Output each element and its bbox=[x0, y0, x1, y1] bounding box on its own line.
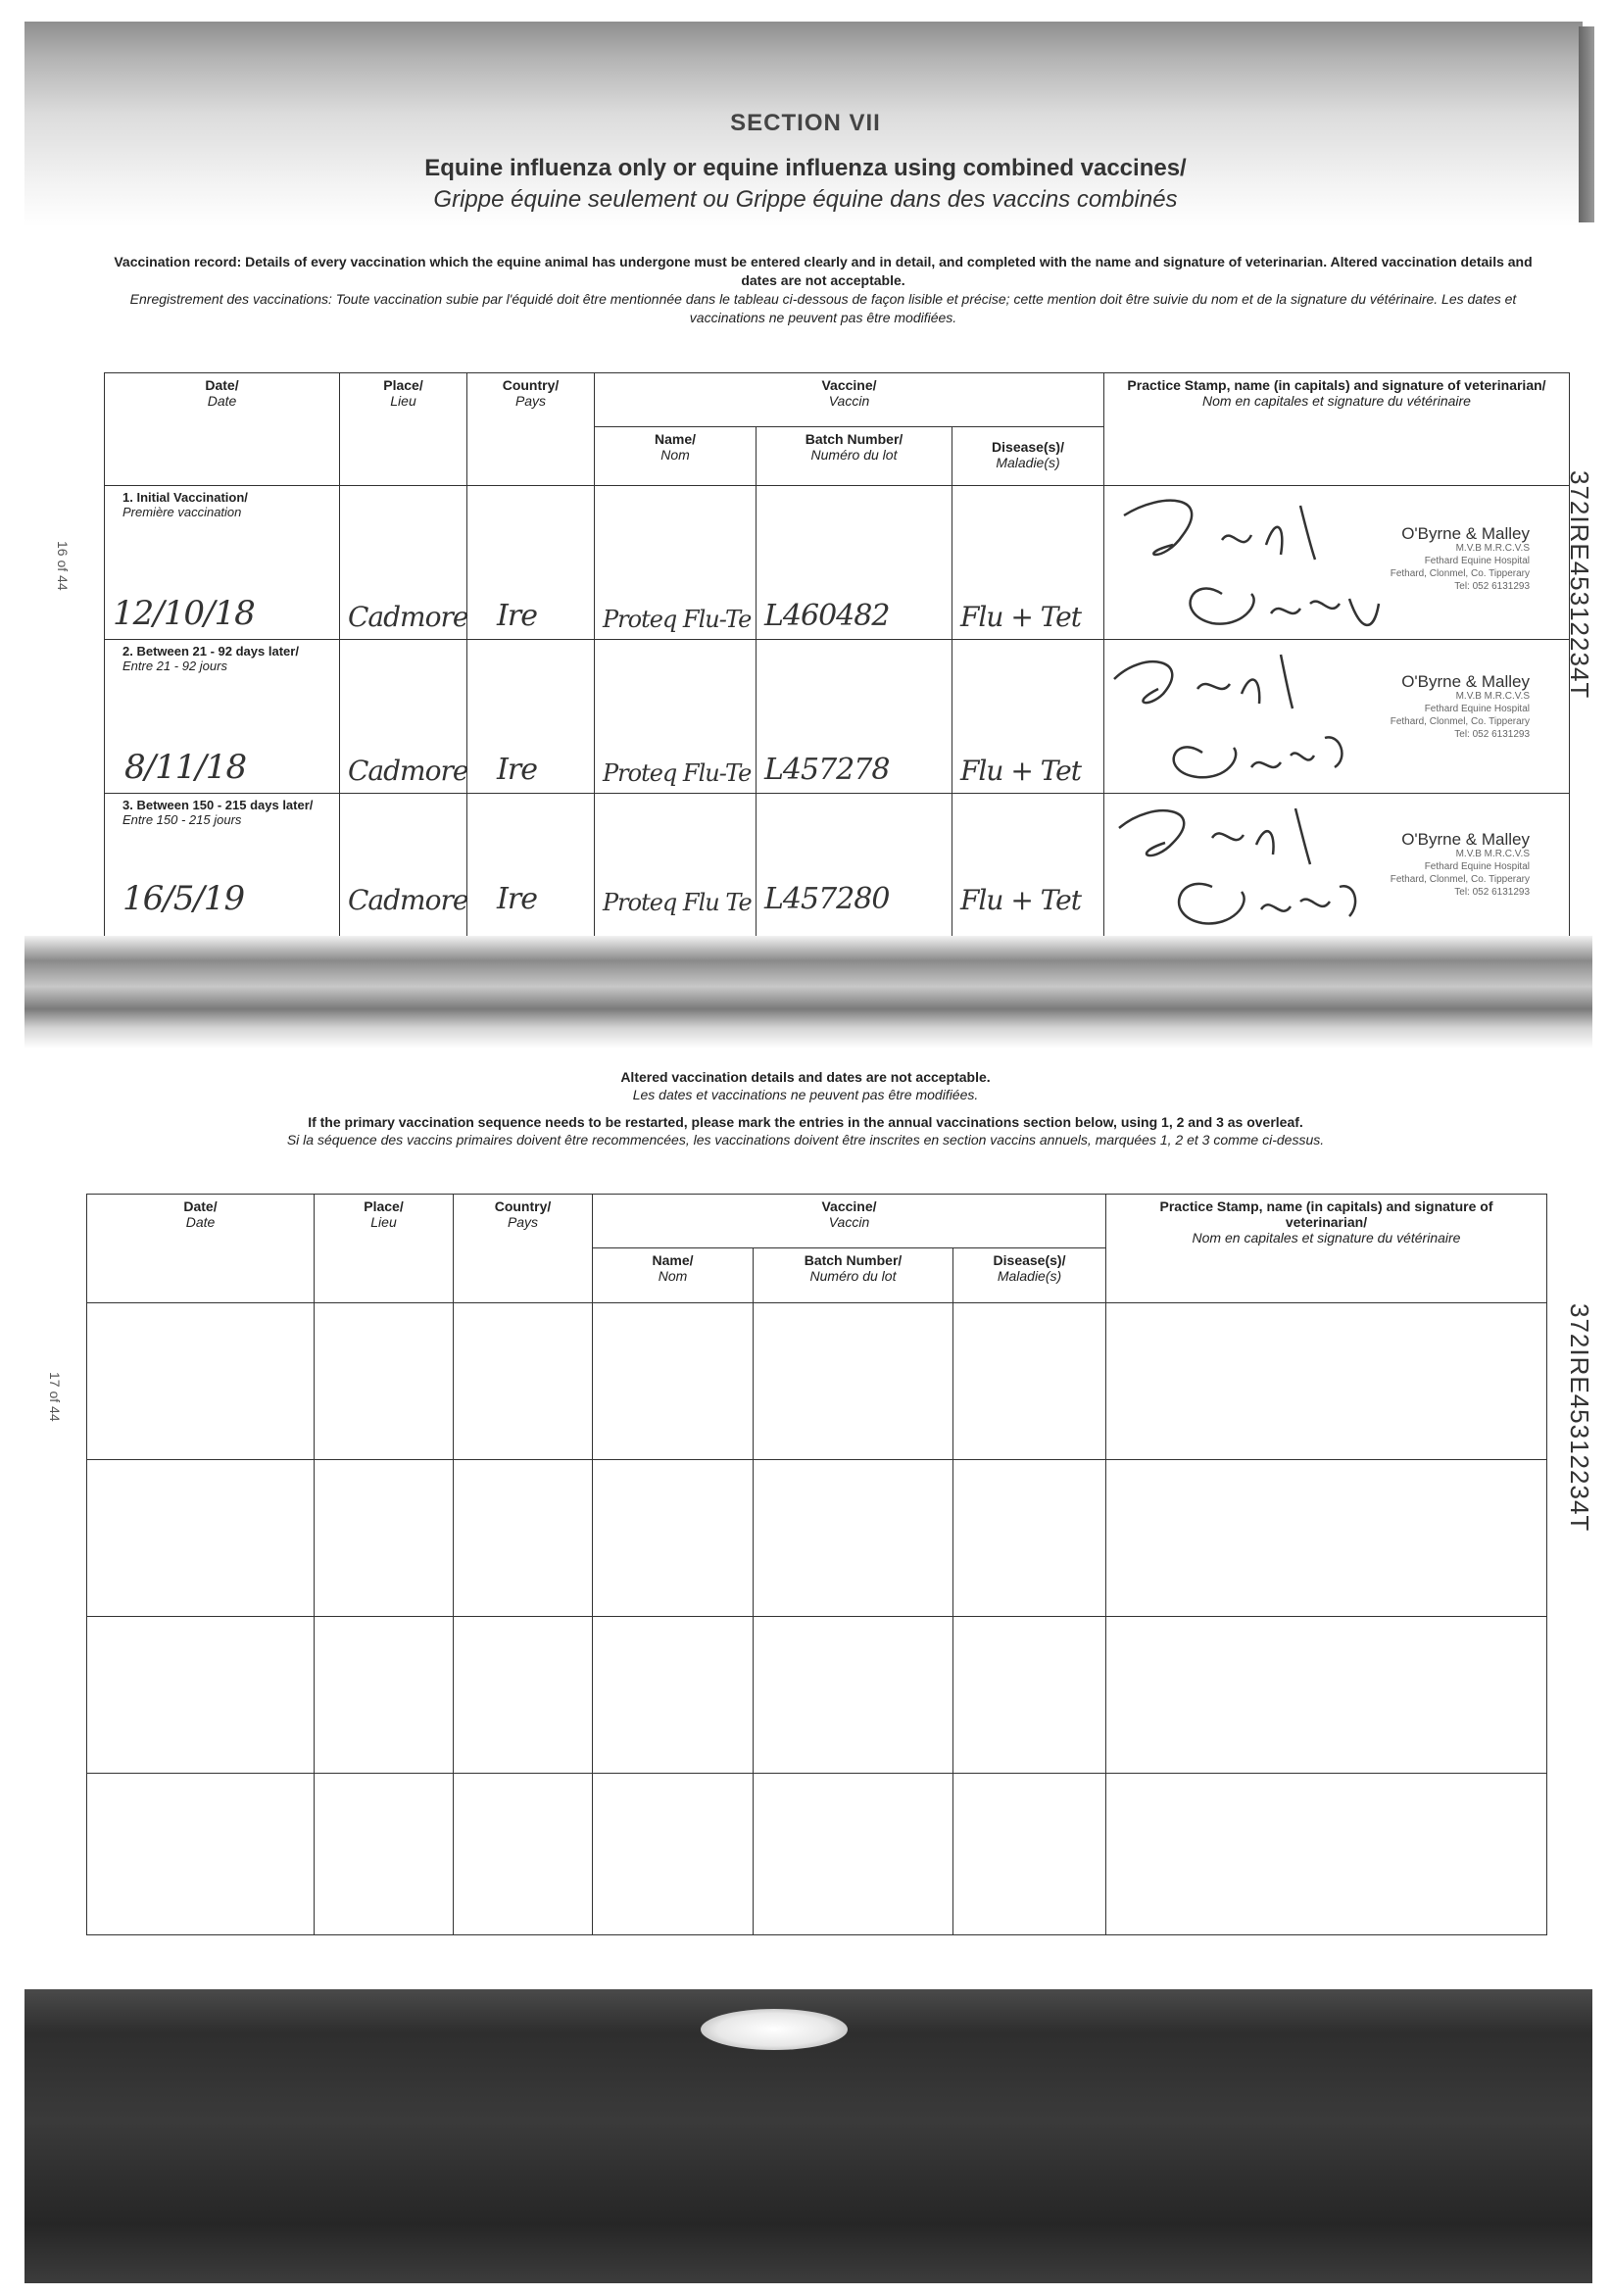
table-row bbox=[105, 640, 1570, 794]
practice-stamp: O'Byrne & Malley M.V.B M.R.C.V.S Fethard Equine Hospital Fethard, Clonmel, Co. Tipperary Tel: 052 6131293 bbox=[1390, 830, 1530, 898]
header-vaccine-name: Name/ Nom bbox=[595, 427, 757, 486]
instructions-english: Vaccination record: Details of every vaccination which the equine animal has undergone must be entered clearly and in detail, and completed with the name and signature of veterinarian. Altered vaccination details and dates are not acceptable. bbox=[114, 254, 1533, 288]
binding-hole bbox=[701, 2009, 848, 2050]
table-row bbox=[87, 1774, 1547, 1935]
batch-cell bbox=[757, 794, 952, 937]
stamp-cell[interactable] bbox=[1106, 1774, 1547, 1935]
place-cell bbox=[340, 640, 467, 794]
stamp-cell bbox=[1104, 640, 1570, 794]
disease-cell[interactable] bbox=[953, 1303, 1106, 1460]
place-cell[interactable] bbox=[315, 1774, 454, 1935]
country-value: Ire bbox=[497, 882, 537, 916]
batch-cell bbox=[757, 640, 952, 794]
vaccine-name-cell bbox=[595, 640, 757, 794]
header-place: Place/ Lieu bbox=[315, 1195, 454, 1303]
vaccine-name-cell bbox=[595, 794, 757, 937]
country-cell bbox=[467, 794, 595, 937]
date-value: 16/5/19 bbox=[122, 879, 245, 918]
vaccine-name-cell[interactable] bbox=[593, 1617, 754, 1774]
disease-cell[interactable] bbox=[953, 1774, 1106, 1935]
place-cell bbox=[340, 486, 467, 640]
table-row bbox=[105, 794, 1570, 937]
stamp-cell[interactable] bbox=[1106, 1460, 1547, 1617]
passport-id-bottom: 372IRE45312234T bbox=[1565, 1303, 1594, 1533]
place-value: Cadmore bbox=[348, 601, 468, 633]
batch-cell[interactable] bbox=[754, 1617, 953, 1774]
header-vaccine: Vaccine/ Vaccin bbox=[593, 1195, 1106, 1248]
disease-cell bbox=[952, 794, 1104, 937]
date-cell[interactable] bbox=[87, 1617, 315, 1774]
scan-shadow-middle bbox=[24, 936, 1592, 1049]
disease-cell[interactable] bbox=[953, 1617, 1106, 1774]
batch-cell[interactable] bbox=[754, 1774, 953, 1935]
batch-cell[interactable] bbox=[754, 1460, 953, 1617]
header-country: Country/ Pays bbox=[467, 373, 595, 486]
section-title: SECTION VII bbox=[730, 110, 881, 136]
vaccine-name-cell bbox=[595, 486, 757, 640]
place-cell[interactable] bbox=[315, 1617, 454, 1774]
disease-value: Flu + Tet bbox=[960, 755, 1082, 787]
stamp-cell[interactable] bbox=[1106, 1617, 1547, 1774]
batch-value: L460482 bbox=[764, 599, 890, 633]
place-cell bbox=[340, 794, 467, 937]
scan-shadow-bottom bbox=[24, 1989, 1592, 2283]
subtitle-french: Grippe équine seulement ou Grippe équine dans des vaccins combinés bbox=[433, 186, 1178, 213]
disease-value: Flu + Tet bbox=[960, 884, 1082, 916]
table-row bbox=[87, 1460, 1547, 1617]
header-disease: Disease(s)/ Maladie(s) bbox=[952, 427, 1104, 486]
stamp-cell bbox=[1104, 794, 1570, 937]
table-row bbox=[87, 1617, 1547, 1774]
altered-notice-french: Les dates et vaccinations ne peuvent pas être modifiées. bbox=[632, 1087, 979, 1102]
annual-vaccination-table bbox=[86, 1194, 1547, 1935]
date-cell: 3. Between 150 - 215 days later/ Entre 150 - 215 jours 16/5/19 bbox=[105, 794, 340, 937]
page-number-bottom: 17 of 44 bbox=[47, 1372, 63, 1422]
vaccine-name-value: Proteq Flu-Te bbox=[603, 606, 752, 633]
vaccine-name-value: Proteq Flu Te bbox=[603, 889, 752, 916]
passport-id-top: 372IRE45312234T bbox=[1565, 470, 1594, 700]
disease-value: Flu + Tet bbox=[960, 601, 1082, 633]
altered-notice-english: Altered vaccination details and dates are not acceptable. bbox=[620, 1069, 991, 1085]
disease-cell bbox=[952, 486, 1104, 640]
vaccine-name-cell[interactable] bbox=[593, 1774, 754, 1935]
country-value: Ire bbox=[497, 599, 537, 633]
date-cell[interactable] bbox=[87, 1460, 315, 1617]
practice-stamp: O'Byrne & Malley M.V.B M.R.C.V.S Fethard Equine Hospital Fethard, Clonmel, Co. Tipperary Tel: 052 6131293 bbox=[1390, 672, 1530, 740]
date-value: 12/10/18 bbox=[113, 594, 255, 633]
country-cell[interactable] bbox=[454, 1303, 593, 1460]
practice-stamp: O'Byrne & Malley M.V.B M.R.C.V.S Fethard Equine Hospital Fethard, Clonmel, Co. Tipperary Tel: 052 6131293 bbox=[1390, 524, 1530, 592]
header-vaccine-name: Name/ Nom bbox=[593, 1248, 754, 1303]
primary-vaccination-table bbox=[104, 372, 1570, 937]
place-cell[interactable] bbox=[315, 1460, 454, 1617]
restart-notice-french: Si la séquence des vaccins primaires doivent être recommencées, les vaccinations doivent être inscrites en section vaccins annuels, marquées 1, 2 et 3 comme ci-dessus. bbox=[286, 1132, 1325, 1148]
country-value: Ire bbox=[497, 753, 537, 787]
country-cell[interactable] bbox=[454, 1617, 593, 1774]
country-cell bbox=[467, 486, 595, 640]
header-practice-stamp: Practice Stamp, name (in capitals) and signature of veterinarian/ Nom en capitales et signature du vétérinaire bbox=[1104, 373, 1570, 486]
vaccine-name-cell[interactable] bbox=[593, 1460, 754, 1617]
vaccine-name-value: Proteq Flu-Te bbox=[603, 759, 752, 787]
batch-cell bbox=[757, 486, 952, 640]
date-cell: 2. Between 21 - 92 days later/ Entre 21 - 92 jours 8/11/18 bbox=[105, 640, 340, 794]
header-disease: Disease(s)/ Maladie(s) bbox=[953, 1248, 1106, 1303]
header-place: Place/ Lieu bbox=[340, 373, 467, 486]
place-value: Cadmore bbox=[348, 884, 468, 916]
subtitle-english: Equine influenza only or equine influenza using combined vaccines/ bbox=[424, 155, 1187, 181]
table-row bbox=[105, 486, 1570, 640]
header-practice-stamp: Practice Stamp, name (in capitals) and signature of veterinarian/ Nom en capitales et signature du vétérinaire bbox=[1106, 1195, 1547, 1303]
header-country: Country/ Pays bbox=[454, 1195, 593, 1303]
page-number-top: 16 of 44 bbox=[55, 541, 71, 591]
country-cell bbox=[467, 640, 595, 794]
stamp-cell bbox=[1104, 486, 1570, 640]
date-cell[interactable] bbox=[87, 1774, 315, 1935]
place-value: Cadmore bbox=[348, 755, 468, 787]
batch-cell[interactable] bbox=[754, 1303, 953, 1460]
header-batch-number: Batch Number/ Numéro du lot bbox=[754, 1248, 953, 1303]
date-value: 8/11/18 bbox=[124, 748, 247, 787]
date-cell: 1. Initial Vaccination/ Première vaccination 12/10/18 bbox=[105, 486, 340, 640]
instructions-french: Enregistrement des vaccinations: Toute vaccination subie par l'équidé doit être mentionnée dans le tableau ci-dessous de façon lisible et précise; cette mention doit être suivie du nom et de la signature du vétérinaire. Les dates et vaccinations ne peuvent pas être modifiées. bbox=[129, 291, 1517, 325]
header-date: Date/ Date bbox=[87, 1195, 315, 1303]
table-row bbox=[87, 1303, 1547, 1460]
batch-value: L457280 bbox=[764, 882, 890, 916]
vaccine-name-cell[interactable] bbox=[593, 1303, 754, 1460]
date-cell[interactable] bbox=[87, 1303, 315, 1460]
batch-value: L457278 bbox=[764, 753, 890, 787]
header-batch-number: Batch Number/ Numéro du lot bbox=[757, 427, 952, 486]
header-vaccine: Vaccine/ Vaccin bbox=[595, 373, 1104, 427]
disease-cell bbox=[952, 640, 1104, 794]
stamp-cell[interactable] bbox=[1106, 1303, 1547, 1460]
header-date: Date/ Date bbox=[105, 373, 340, 486]
place-cell[interactable] bbox=[315, 1303, 454, 1460]
country-cell[interactable] bbox=[454, 1774, 593, 1935]
country-cell[interactable] bbox=[454, 1460, 593, 1617]
restart-notice-english: If the primary vaccination sequence needs to be restarted, please mark the entries in the annual vaccinations section below, using 1, 2 and 3 as overleaf. bbox=[308, 1114, 1303, 1130]
disease-cell[interactable] bbox=[953, 1460, 1106, 1617]
